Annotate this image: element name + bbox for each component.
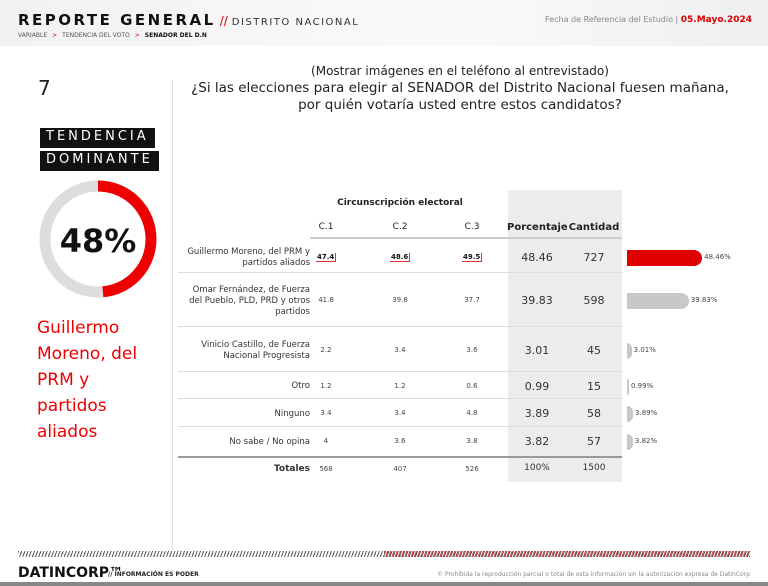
percent-bar: [627, 293, 689, 309]
total-c1: 568: [319, 465, 333, 473]
footer-stripe-red: [384, 551, 750, 557]
cell-c3: 0.6: [466, 381, 478, 390]
slogan: // INFORMACIÓN ES PODER: [108, 571, 199, 578]
cell-qty: 57: [587, 435, 601, 448]
cell-c2: 48.6: [391, 253, 409, 261]
tag-tendencia: TENDENCIA: [40, 128, 155, 148]
row-divider: [178, 426, 622, 427]
study-date: Fecha de Referencia del Estudio | 05.Mayo.2024: [545, 15, 752, 25]
candidate-label: Ninguno: [274, 408, 310, 419]
cell-c1: 4: [323, 437, 329, 445]
col-header-porcentaje: Porcentaje: [507, 222, 568, 233]
cell-c3: 49.5: [463, 253, 481, 261]
total-qty: 1500: [582, 463, 606, 473]
total-c3: 526: [465, 465, 479, 473]
cell-c3: 4.8: [466, 409, 478, 417]
bar-label: 0.99%: [631, 381, 654, 390]
bar-label: 39.83%: [690, 296, 718, 304]
cell-pct: 0.99: [524, 379, 550, 393]
cell-c2: 3.4: [394, 409, 406, 417]
cell-c1: 1.2: [320, 381, 332, 390]
breadcrumb: VARIABLE > TENDENCIA DEL VOTO > SENADOR DEL D.N: [18, 32, 207, 39]
candidate-label: Guillermo Moreno, del PRM y partidos aliados: [187, 247, 310, 268]
cell-qty: 58: [587, 407, 601, 420]
bar-label: 3.82%: [634, 437, 658, 445]
percent-bar: [627, 406, 633, 422]
candidate-label: Vinicio Castillo, de Fuerza Nacional Progresista: [201, 339, 310, 361]
bar-label: 3.89%: [635, 409, 658, 417]
total-pct: 100%: [524, 463, 550, 473]
cell-c1: 2.2: [320, 345, 332, 354]
percent-bar: [627, 343, 632, 359]
winner-name: Guillermo Moreno, del PRM y partidos aliados: [37, 318, 138, 442]
cell-c2: 39.8: [392, 296, 408, 304]
cell-c2: 3.6: [394, 437, 406, 445]
percent-bar: [627, 250, 702, 266]
group-header: Circunscripción electoral: [337, 198, 463, 208]
bar-label: 3.01%: [633, 345, 656, 354]
candidate-label: No sabe / No opina: [229, 436, 310, 447]
cell-pct: 48.46: [521, 251, 553, 264]
row-divider: [178, 326, 622, 327]
cell-pct: 3.89: [524, 407, 550, 420]
breadcrumb-item[interactable]: TENDENCIA DEL VOTO: [62, 32, 130, 39]
cell-c1: 47.4: [317, 253, 335, 261]
tag-dominante: DOMINANTE: [40, 151, 159, 171]
col-header-cantidad: Cantidad: [568, 222, 620, 233]
row-divider: [178, 398, 622, 399]
cell-pct: 3.01: [524, 343, 550, 357]
row-divider: [178, 272, 622, 273]
cell-pct: 3.82: [524, 435, 550, 448]
cell-c1: 41.8: [318, 296, 334, 304]
question-number: 7: [38, 76, 51, 100]
percent-bar: [627, 379, 629, 395]
total-c2: 407: [393, 465, 407, 473]
question-text: ¿Si las elecciones para elegir al SENADOR del Distrito Nacional fuesen mañana, por quién votaría usted entre estos candidatos?: [191, 80, 729, 113]
datincorp-logo: DATINCORP™: [18, 565, 124, 581]
cell-c3: 3.6: [466, 345, 478, 354]
totals-label: Totales: [273, 464, 310, 474]
cell-qty: 598: [583, 294, 605, 307]
cell-qty: 727: [583, 251, 605, 264]
divider: [172, 80, 173, 550]
candidate-label: Omar Fernández, de Fuerza del Pueblo, PLD, PRD y otros partidos: [189, 284, 310, 317]
breadcrumb-item[interactable]: VARIABLE: [18, 32, 48, 39]
col-header-c3: C.3: [464, 222, 480, 232]
cell-qty: 15: [587, 379, 601, 393]
cell-c3: 3.8: [466, 437, 478, 445]
row-divider: [178, 371, 622, 372]
col-header-c2: C.2: [392, 222, 408, 232]
col-header-c1: C.1: [318, 222, 334, 232]
bottom-border: [0, 582, 768, 586]
bar-label: 48.46%: [704, 253, 731, 261]
cell-c3: 37.7: [464, 296, 480, 304]
percent-bar: [627, 434, 633, 450]
copyright: © Prohibida la reproducción parcial o total de esta información sin la autorización expresa de DatinCorp: [437, 571, 750, 578]
cell-qty: 45: [587, 343, 601, 357]
breadcrumb-current: SENADOR DEL D.N: [144, 32, 207, 39]
cell-c2: 1.2: [394, 381, 406, 390]
question-note: (Mostrar imágenes en el teléfono al entrevistado): [311, 64, 609, 78]
candidate-label: Otro: [291, 381, 310, 391]
report-title: REPORTE GENERAL // DISTRITO NACIONAL: [18, 11, 360, 29]
cell-pct: 39.83: [521, 294, 553, 307]
cell-c1: 3.4: [320, 409, 332, 417]
dominant-percent: 48%: [59, 222, 137, 260]
cell-c2: 3.4: [394, 345, 406, 354]
